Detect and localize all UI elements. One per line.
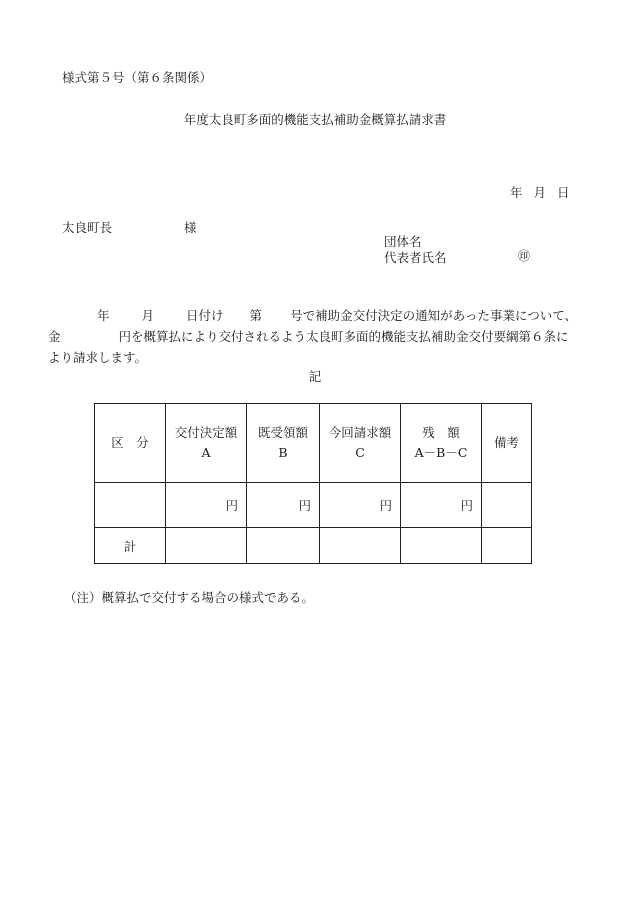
addressee — [62, 218, 197, 236]
body-year: 年 — [97, 308, 110, 323]
body-line-3: より請求します。 — [48, 350, 148, 365]
cell-decided-amount[interactable]: 円 — [166, 483, 247, 528]
date-month: 月 — [533, 185, 547, 200]
total-remarks[interactable] — [482, 528, 532, 564]
form-number: 様式第５号（第６条関係） — [62, 70, 213, 85]
total-current-request[interactable] — [320, 528, 401, 564]
cell-received-amount[interactable]: 円 — [247, 483, 320, 528]
claim-table — [94, 403, 532, 564]
body-kin: 金 — [48, 329, 61, 344]
total-decided-amount[interactable] — [166, 528, 247, 564]
footnote: （注）概算払で交付する場合の様式である。 — [64, 590, 315, 605]
org-name-label: 団体名 — [384, 234, 422, 249]
cell-remaining[interactable]: 円 — [401, 483, 482, 528]
body-dated: 日付け — [186, 308, 224, 323]
seal-mark: ㊞ — [518, 249, 531, 263]
body-line-1-rest: 号で補助金交付決定の通知があった事業について、 — [290, 308, 577, 323]
header-current-request: 今回請求額 C — [320, 404, 401, 483]
body-line-2 — [48, 327, 569, 345]
ki-heading: 記 — [308, 369, 322, 384]
representative-label: 代表者氏名 — [384, 250, 447, 265]
body-no-prefix: 第 — [249, 308, 263, 323]
page-title: 年度太良町多面的機能支払補助金概算払請求書 — [183, 112, 447, 127]
body-month: 月 — [141, 308, 155, 323]
body-line-1 — [97, 306, 577, 324]
total-received-amount[interactable] — [247, 528, 320, 564]
total-remaining[interactable] — [401, 528, 482, 564]
header-remaining: 残 額 A－B－C — [401, 404, 482, 483]
table-row — [95, 483, 532, 528]
header-remarks: 備考 — [482, 404, 532, 483]
total-row — [95, 528, 532, 564]
header-row — [95, 404, 532, 483]
header-received-amount: 既受領額 B — [247, 404, 320, 483]
addressee-honorific: 様 — [184, 220, 197, 235]
cell-remarks[interactable] — [482, 483, 532, 528]
header-category: 区 分 — [95, 404, 166, 483]
cell-category[interactable] — [95, 483, 166, 528]
addressee-name: 太良町長 — [62, 220, 113, 235]
header-decided-amount: 交付決定額 A — [166, 404, 247, 483]
total-label: 計 — [95, 528, 166, 564]
body-line-2-rest: 円を概算払により交付されるよう太良町多面的機能支払補助金交付要綱第６条に — [118, 329, 569, 344]
date-year: 年 — [510, 185, 523, 200]
date-day: 日 — [557, 185, 570, 200]
cell-current-request[interactable]: 円 — [320, 483, 401, 528]
date-line — [510, 183, 581, 201]
